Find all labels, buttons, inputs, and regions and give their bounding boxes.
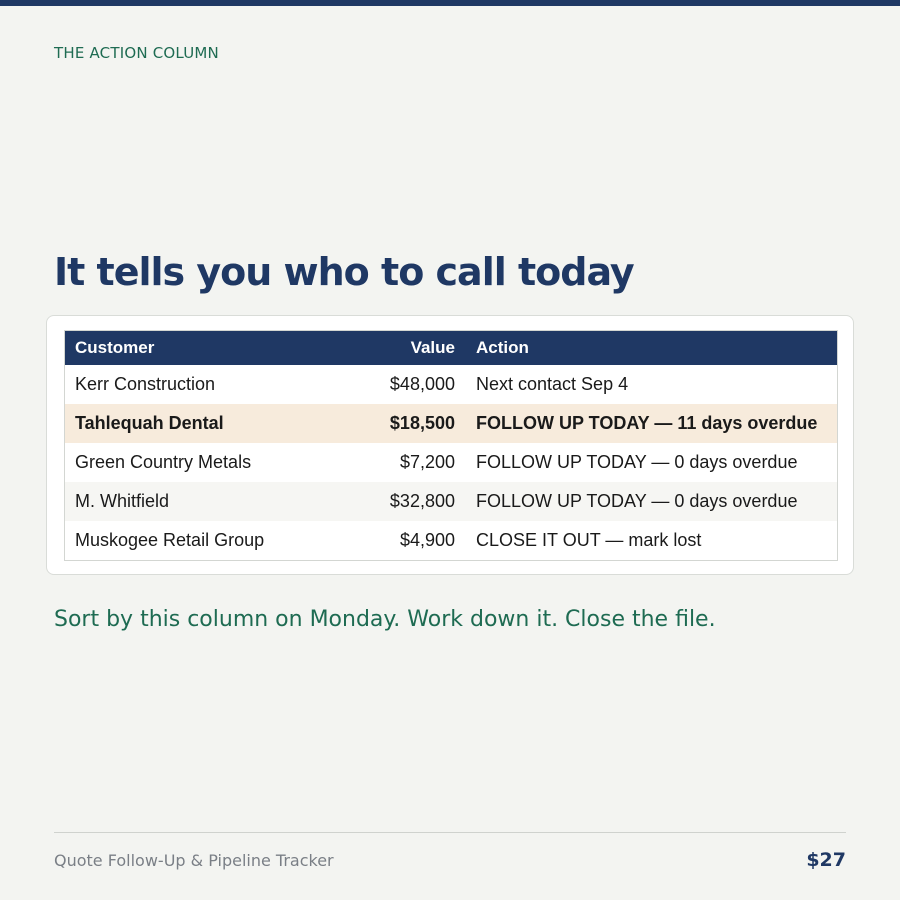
cell-action: CLOSE IT OUT — mark lost: [476, 530, 702, 550]
instruction-subline: Sort by this column on Monday. Work down it. Close the file.: [54, 607, 716, 632]
cell-action: FOLLOW UP TODAY — 11 days overdue: [476, 413, 818, 433]
footer-price: $27: [806, 849, 846, 871]
footer-divider: [54, 832, 846, 833]
cell-value: $4,900: [399, 530, 455, 550]
cell-action: Next contact Sep 4: [476, 374, 629, 394]
cell-value: $48,000: [389, 374, 455, 394]
cell-customer: Green Country Metals: [75, 452, 252, 472]
table-card: [46, 315, 854, 575]
cell-action: FOLLOW UP TODAY — 0 days overdue: [476, 452, 798, 472]
top-accent-bar: [0, 0, 900, 6]
headline: It tells you who to call today: [54, 250, 634, 294]
cell-value: $7,200: [399, 452, 455, 472]
table-row[interactable]: [65, 443, 837, 482]
column-header-customer[interactable]: Customer: [75, 338, 155, 357]
cell-customer: Muskogee Retail Group: [75, 530, 265, 550]
cell-value: $18,500: [389, 413, 455, 433]
cell-customer: M. Whitfield: [75, 491, 170, 511]
cell-action: FOLLOW UP TODAY — 0 days overdue: [476, 491, 798, 511]
footer-product-name: Quote Follow-Up & Pipeline Tracker: [54, 851, 334, 870]
table-row[interactable]: [65, 365, 837, 404]
pipeline-table: [64, 330, 838, 561]
table-row[interactable]: [65, 482, 837, 521]
column-header-value[interactable]: Value: [410, 338, 455, 357]
table-row[interactable]: [65, 521, 837, 560]
table-row-highlighted[interactable]: [65, 404, 837, 443]
cell-customer: Kerr Construction: [75, 374, 216, 394]
column-header-action[interactable]: Action: [476, 338, 529, 357]
cell-value: $32,800: [389, 491, 455, 511]
cell-customer: Tahlequah Dental: [75, 413, 224, 433]
table-header-row: [65, 331, 837, 365]
section-eyebrow: THE ACTION COLUMN: [54, 44, 219, 62]
